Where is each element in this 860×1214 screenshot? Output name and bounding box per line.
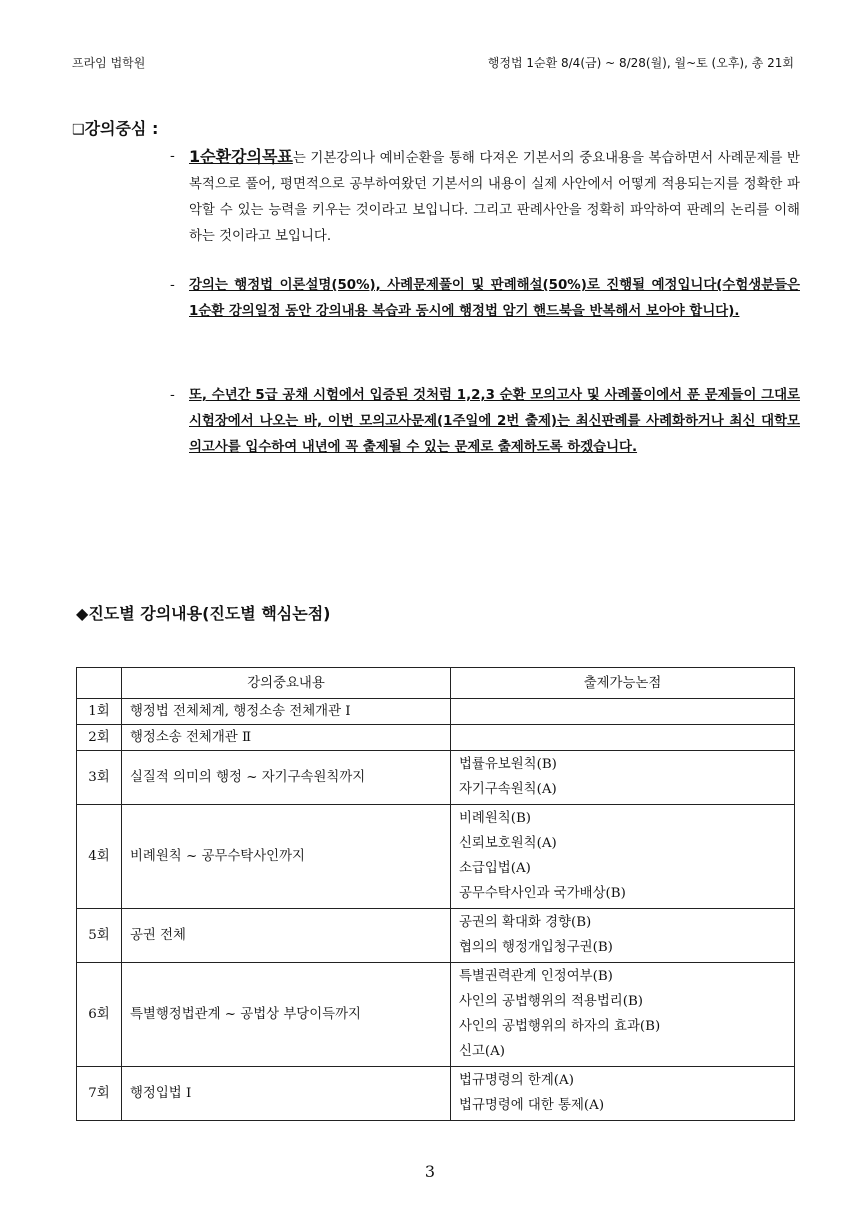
lecture-schedule-table bbox=[76, 667, 795, 1121]
session-number: 4회 bbox=[77, 805, 122, 909]
exam-point: 법률유보원칙(B) bbox=[459, 757, 557, 772]
dash-bullet: - bbox=[170, 388, 175, 403]
section-progress-title: 진도별 강의내용(진도별 핵심논점) bbox=[88, 604, 331, 623]
session-content: 행정입법 Ⅰ bbox=[122, 1067, 451, 1121]
exam-point: 신뢰보호원칙(A) bbox=[459, 836, 557, 851]
session-content: 공권 전체 bbox=[122, 909, 451, 963]
exam-point: 자기구속원칙(A) bbox=[459, 782, 557, 797]
session-number: 3회 bbox=[77, 751, 122, 805]
session-points bbox=[451, 805, 795, 909]
exam-point: 공권의 확대화 경향(B) bbox=[459, 915, 592, 930]
session-number: 1회 bbox=[77, 699, 122, 725]
table-header-row bbox=[77, 668, 795, 699]
exam-point: 소급입법(A) bbox=[459, 861, 531, 876]
session-points bbox=[451, 1067, 795, 1121]
table-row bbox=[77, 699, 795, 725]
exam-point: 사인의 공법행위의 하자의 효과(B) bbox=[459, 1019, 661, 1034]
dash-bullet: - bbox=[170, 278, 175, 293]
exam-point: 특별권력관계 인정여부(B) bbox=[459, 969, 613, 984]
session-content: 실질적 의미의 행정 ~ 자기구속원칙까지 bbox=[122, 751, 451, 805]
section-lecture-focus-title: 강의중심 : bbox=[84, 119, 159, 138]
paragraph-mock-exam bbox=[170, 383, 800, 461]
session-content: 특별행정법관계 ~ 공법상 부당이득까지 bbox=[122, 963, 451, 1067]
paragraph-course-goal bbox=[170, 144, 800, 250]
section-progress-heading bbox=[76, 601, 330, 624]
session-number: 5회 bbox=[77, 909, 122, 963]
header-number-cell bbox=[77, 668, 122, 699]
lecture-method-text: 강의는 행정법 이론설명(50%), 사례문제풀이 및 판례해설(50%)로 진행될 예정입니다(수험생분들은 1순환 강의일정 동안 강의내용 복습과 동시에 행정법 암기 핸드북을 반복해서 보아야 합니다). bbox=[189, 278, 800, 319]
exam-point: 협의의 행정개입청구권(B) bbox=[459, 940, 613, 955]
diamond-bullet-icon: ◆ bbox=[76, 604, 89, 623]
session-content: 행정법 전체체계, 행정소송 전체개관 Ⅰ bbox=[122, 699, 451, 725]
mock-exam-text: 또, 수년간 5급 공채 시험에서 입증된 것처럼 1,2,3 순환 모의고사 및 사례풀이에서 푼 문제들이 그대로 시험장에서 나오는 바, 이번 모의고사문제(1주일에 2번 출제)는 최신판례를 사례화하거나 최신 대학모의고사를 입수하여 내년에 꼭 출제될 수 있는 문제로 출제하도록 하겠습니다. bbox=[189, 388, 800, 455]
exam-point: 법규명령에 대한 통제(A) bbox=[459, 1098, 605, 1113]
header-left: 프라임 법학원 bbox=[72, 56, 146, 70]
table-row bbox=[77, 963, 795, 1067]
session-points bbox=[451, 699, 795, 725]
session-number: 6회 bbox=[77, 963, 122, 1067]
paragraph-lecture-method bbox=[170, 273, 800, 325]
session-points bbox=[451, 725, 795, 751]
checkbox-bullet-icon: ❑ bbox=[72, 122, 85, 138]
table-row bbox=[77, 725, 795, 751]
header-points-cell: 출제가능논점 bbox=[451, 668, 795, 699]
session-points bbox=[451, 751, 795, 805]
exam-point: 사인의 공법행위의 적용법리(B) bbox=[459, 994, 644, 1009]
session-content: 비례원칙 ~ 공무수탁사인까지 bbox=[122, 805, 451, 909]
exam-point: 비례원칙(B) bbox=[459, 811, 532, 826]
page-number: 3 bbox=[424, 1162, 436, 1181]
exam-point: 공무수탁사인과 국가배상(B) bbox=[459, 886, 626, 901]
course-goal-text: 는 기본강의나 예비순환을 통해 다져온 기본서의 중요내용을 복습하면서 사례문제를 반복적으로 풀어, 평면적으로 공부하여왔던 기본서의 내용이 실제 사안에서 어떻게 적용되는지를 정확한 파악할 수 있는 능력을 키우는 것이라고 보입니다. 그리고 판례사안을 정확히 파악하여 판례의 논리를 이해하는 것이라고 보입니다. bbox=[189, 151, 800, 244]
session-points bbox=[451, 909, 795, 963]
header-content-cell: 강의중요내용 bbox=[122, 668, 451, 699]
dash-bullet: - bbox=[170, 149, 175, 164]
exam-point: 신고(A) bbox=[459, 1044, 505, 1059]
session-number: 2회 bbox=[77, 725, 122, 751]
session-content: 행정소송 전체개관 Ⅱ bbox=[122, 725, 451, 751]
table-row bbox=[77, 805, 795, 909]
section-lecture-focus-heading bbox=[72, 116, 158, 139]
session-number: 7회 bbox=[77, 1067, 122, 1121]
session-points bbox=[451, 963, 795, 1067]
course-goal-lead: 1순환강의목표 bbox=[189, 147, 293, 166]
exam-point: 법규명령의 한계(A) bbox=[459, 1073, 574, 1088]
table-row bbox=[77, 1067, 795, 1121]
table-row bbox=[77, 751, 795, 805]
header-right: 행정법 1순환 8/4(금) ~ 8/28(월), 월~토 (오후), 총 21회 bbox=[487, 56, 794, 70]
table-row bbox=[77, 909, 795, 963]
